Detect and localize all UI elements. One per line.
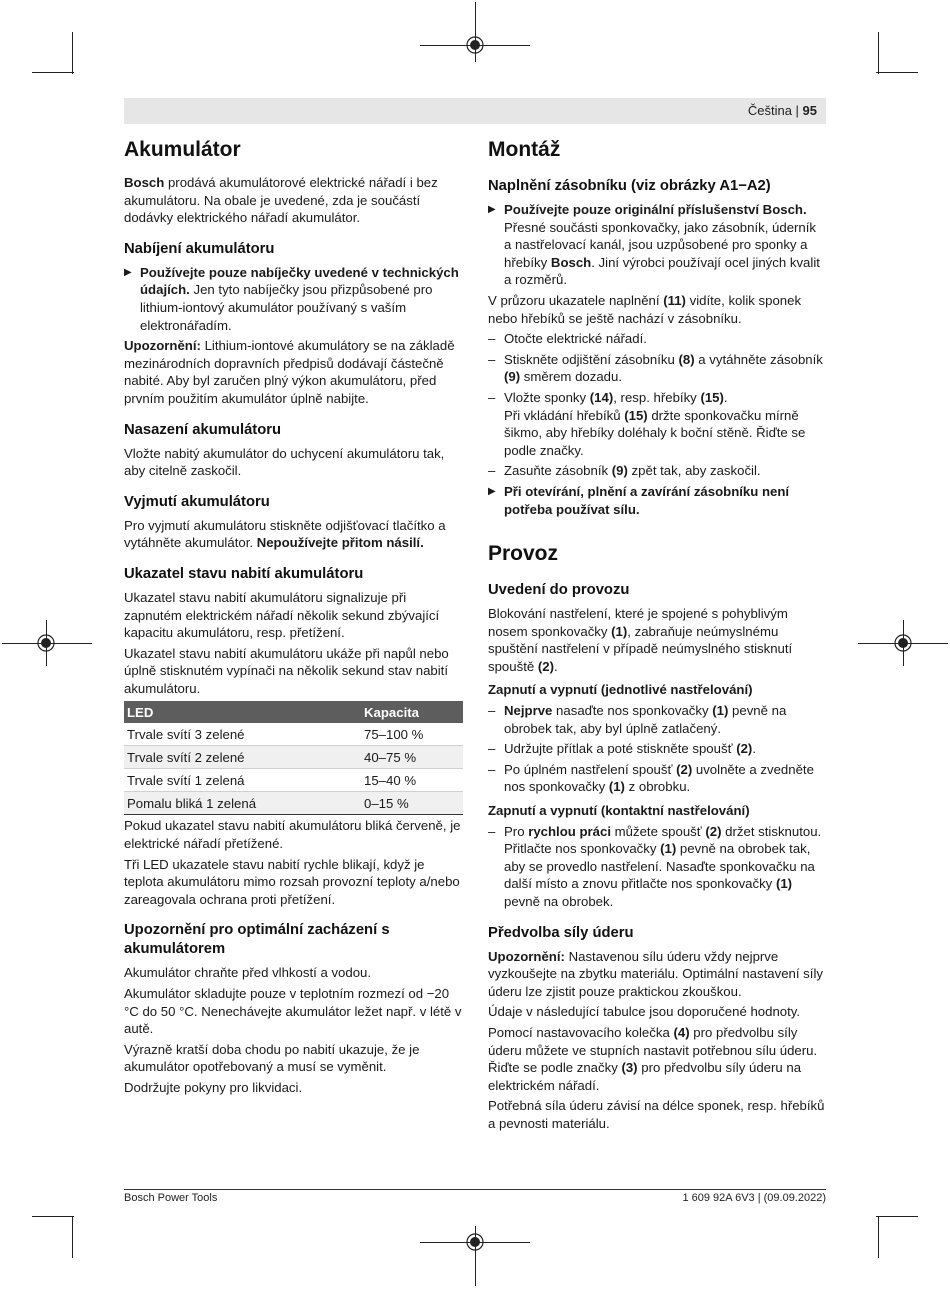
column-header-capacity: Kapacita (361, 701, 463, 723)
part-number: (1) (660, 841, 677, 857)
part-number: (2) (736, 741, 753, 757)
heading-akumulator: Akumulátor (124, 138, 241, 161)
capacity-cell: 15–40 % (361, 769, 463, 792)
dash-bold-text: rychlou práci (528, 823, 612, 839)
heading-predvolba: Předvolba síly úderu (488, 924, 634, 941)
paragraph-predvolba-5: Potřebná síla úderu závisí na délce sponek, resp. hřebíků a pevnosti materiálu. (488, 1098, 825, 1131)
column-header-led: LED (124, 701, 361, 723)
dash-item (488, 330, 826, 348)
dash-text: můžete spoušť (611, 823, 706, 839)
note-label: Upozornění: (488, 948, 565, 964)
paragraph-intro (124, 174, 464, 227)
dash-bullet-icon: – (488, 331, 496, 347)
right-column (488, 136, 826, 1136)
dash-text: pevně na obrobek. (504, 894, 614, 909)
warning-bold-text: Nepoužívejte přitom násilí. (256, 535, 424, 551)
crop-mark (876, 1216, 918, 1217)
table-row (124, 769, 463, 792)
paragraph-text: V průzoru ukazatele naplnění (488, 292, 664, 308)
heading-zapnuti-jednotlive: Zapnutí a vypnutí (jednotlivé nastřelování) (488, 682, 753, 698)
bullet-bold-text: Používejte pouze nabíječky uvedené v technických údajích. (140, 264, 459, 298)
crop-mark (878, 1216, 879, 1258)
part-number: (2) (705, 823, 722, 839)
heading-montaz: Montáž (488, 138, 561, 161)
crop-mark (32, 72, 74, 73)
paragraph-upozorneni-4: Dodržujte pokyny pro likvidaci. (124, 1080, 303, 1095)
heading-ukazatel: Ukazatel stavu nabití akumulátoru (124, 565, 364, 582)
dash-text: směrem dozadu. (520, 369, 623, 385)
paragraph-text: vidíte, kolik sponek nebo hřebíků se ještě nachází v zásobníku. (488, 292, 802, 326)
led-cell: Trvale svítí 2 zelené (124, 746, 361, 769)
table-row (124, 792, 463, 815)
heading-naplneni: Naplnění zásobníku (viz obrázky A1−A2) (488, 178, 771, 194)
dash-text: , resp. hřebíky (613, 389, 701, 405)
note-text: Lithium-iontové akumulátory se na základě mezinárodních dopravních předpisů dodávají částečně nabité. Aby byl zaručen plný výkon akumulátoru, před prvním použitím akumulátor úplně nabijte. (124, 338, 455, 406)
part-number: (2) (676, 761, 693, 777)
page-number: 95 (802, 103, 817, 118)
paragraph-text: Řiďte se podle značky (488, 1060, 622, 1076)
dash-bold-text: Nejprve (504, 703, 553, 719)
part-number: (8) (678, 351, 695, 367)
led-capacity-table (124, 701, 463, 815)
bullet-text: Přesné součásti sponkovačky, jako zásobník, úderník a nastřelovací kanál, jsou uzpůsobené pro sponky a hřebíky (504, 219, 817, 270)
paragraph-predvolba-1 (488, 948, 826, 1001)
dash-bullet-icon: – (488, 351, 496, 367)
capacity-cell: 40–75 % (361, 746, 463, 769)
dash-bullet-icon: – (488, 741, 496, 757)
dash-bullet-icon: – (488, 703, 496, 719)
bullet-bold-text: Používejte pouze originální příslušenství Bosch. (504, 202, 807, 217)
brand-text: Bosch (124, 175, 165, 190)
crop-mark (878, 32, 879, 74)
dash-item (488, 761, 826, 796)
header-text: Čeština | 95 (747, 103, 817, 118)
dash-text: držet stisknutou. Přitlačte nos sponkovačky (504, 823, 822, 857)
paragraph-upozorneni-3: Výrazně kratší doba chodu po nabití ukazuje, že je akumulátor opotřebovaný a musí se vyměnit. (124, 1041, 420, 1075)
dash-text: Udržujte přítlak a poté stiskněte spoušť (504, 741, 737, 757)
heading-provoz: Provoz (488, 542, 559, 566)
dash-text: Otočte elektrické nářadí. (504, 331, 647, 347)
crop-mark (32, 1216, 74, 1217)
paragraph-text: Pro vyjmutí akumulátoru stiskněte odjišťovací tlačítko a vytáhněte akumulátor. (124, 517, 446, 551)
capacity-cell: 75–100 % (361, 723, 463, 746)
paragraph-vyjmuti (124, 517, 464, 552)
capacity-cell: 0–15 % (361, 792, 463, 815)
part-number: (15) (700, 389, 724, 405)
dash-bullet-icon: – (488, 823, 496, 839)
paragraph-upozorneni-1: Akumulátor chraňte před vlhkostí a vodou. (124, 965, 372, 981)
part-number: (4) (673, 1024, 690, 1040)
paragraph-text: Blokování nastřelení, které je spojené s pohyblivým nosem sponkovačky (488, 606, 788, 639)
dash-bullet-icon: – (488, 463, 496, 479)
header-language: Čeština (747, 103, 792, 118)
dash-text: Zasuňte zásobník (504, 463, 612, 479)
dash-text: . (752, 741, 756, 757)
triangle-bullet-icon: ▶ (124, 266, 132, 278)
part-number: (9) (611, 463, 628, 479)
dash-text: zpět tak, aby zaskočil. (627, 463, 761, 479)
paragraph-predvolba-3 (488, 1024, 826, 1094)
dash-item (488, 823, 826, 911)
triangle-bullet-icon: ▶ (488, 485, 496, 497)
heading-uvedeni: Uvedení do provozu (488, 582, 630, 599)
footer-divider (124, 1189, 826, 1190)
bullet-item (488, 483, 826, 518)
part-number: (2) (537, 658, 554, 674)
part-number: (15) (624, 407, 648, 423)
part-number: (3) (621, 1060, 638, 1076)
crop-mark (72, 32, 73, 74)
dash-text: Vložte sponky (504, 389, 590, 405)
part-number: (1) (608, 779, 625, 795)
heading-zapnuti-kontaktni: Zapnutí a vypnutí (kontaktní nastřelování) (488, 803, 750, 819)
dash-text: Po úplném nastřelení spoušť (504, 761, 677, 777)
paragraph-text: prodává akumulátorové elektrické nářadí i bez akumulátoru. Na obale je uvedené, zda je součástí dodávky elektrického nářadí akumulátor. (124, 175, 438, 226)
dash-item (488, 389, 826, 459)
dash-bullet-icon: – (488, 389, 496, 405)
crop-mark (876, 72, 918, 73)
table-row (124, 723, 463, 746)
paragraph-upozorneni-2: Akumulátor skladujte pouze v teplotním rozmezí od −20 °C do 50 °C. Nenechávejte akumulátor ležet např. v létě v autě. (124, 986, 462, 1037)
paragraph-text: . (553, 658, 558, 674)
dash-bullet-icon: – (488, 761, 496, 777)
led-cell: Trvale svítí 3 zelené (124, 723, 361, 746)
brand-text: Bosch (550, 254, 592, 270)
heading-vyjmuti: Vyjmutí akumulátoru (124, 493, 270, 510)
bullet-bold-text: Při otevírání, plnění a zavírání zásobníku není potřeba používat sílu. (504, 483, 790, 517)
dash-text: držte sponkovačku mírně šikmo, aby hřebíky doléhaly k boční stěně. Řiďte se podle značky. (504, 407, 806, 458)
dash-text: pevně na obrobek tak, aby se provedlo nastřelení. Nasaďte sponkovačku na další místo a znovu přitlačte nos sponkovačky (504, 841, 815, 892)
page-header (124, 98, 826, 124)
part-number: (1) (775, 876, 793, 892)
dash-item (488, 351, 826, 386)
part-number: (11) (663, 292, 686, 308)
table-header-row (124, 701, 463, 723)
bullet-text: Jen tyto nabíječky jsou přizpůsobené pro lithium-iontový akumulátor používaný s vaším elektronářadím. (140, 282, 433, 333)
note-label: Upozornění: (124, 338, 201, 354)
note-text: Nastavenou sílu úderu vždy nejprve vyzkoušejte na zbytku materiálu. Optimální nastavení síly úderu lze zjistit pouze praktickou zkouškou. (488, 948, 823, 999)
paragraph-ukazatel-2: Ukazatel stavu nabití akumulátoru ukáže při napůl nebo úplně stisknutém vypínači na několik sekund stav nabití akumulátoru. (124, 645, 449, 696)
dash-text: Stiskněte odjištění zásobníku (504, 351, 679, 367)
dash-text: nasaďte nos sponkovačky (552, 703, 713, 719)
bullet-item (124, 264, 464, 334)
crop-mark (72, 1216, 73, 1258)
part-number: (9) (504, 369, 521, 385)
table-row (124, 746, 463, 769)
bullet-text: . Jiní výrobci používají ocel jiných kvalit a rozměrů. (504, 254, 820, 288)
registration-mark-icon (465, 1232, 485, 1252)
paragraph-note (124, 337, 464, 407)
dash-text: Pro (504, 823, 529, 839)
heading-nasazeni: Nasazení akumulátoru (124, 421, 282, 438)
paragraph-text: pro předvolbu síly úderu na elektrickém nářadí. (488, 1060, 802, 1093)
dash-item (488, 740, 826, 758)
dash-item (488, 462, 826, 480)
registration-mark-icon (36, 633, 56, 653)
dash-item (488, 702, 826, 737)
paragraph-ukazatel-3: Pokud ukazatel stavu nabití akumulátoru bliká červeně, je elektrické nářadí přetížené. (124, 818, 461, 852)
paragraph-text: pro předvolbu síly úderu můžete ve stupních nastavit potřebnou sílu úderu. (488, 1024, 818, 1058)
dash-text: Při vkládání hřebíků (504, 407, 625, 423)
registration-mark-icon (465, 35, 485, 55)
led-cell: Pomalu bliká 1 zelená (124, 792, 361, 815)
dash-text: z obrobku. (624, 779, 691, 795)
footer-doc-id: 1 609 92A 6V3 | (09.09.2022) (682, 1192, 826, 1204)
bullet-item (488, 201, 826, 289)
led-cell: Trvale svítí 1 zelená (124, 769, 361, 792)
part-number: (1) (611, 623, 628, 639)
dash-text: uvolněte a zvedněte nos sponkovačky (504, 761, 814, 795)
registration-mark-icon (893, 633, 913, 653)
heading-nabijeni: Nabíjení akumulátoru (124, 240, 275, 257)
paragraph-predvolba-2: Údaje v následující tabulce jsou doporučené hodnoty. (488, 1004, 801, 1020)
heading-upozorneni: Upozornění pro optimální zacházení s akumulátorem (124, 922, 390, 958)
part-number: (14) (589, 389, 614, 405)
paragraph-ukazatel-4: Tři LED ukazatele stavu nabití rychle blikají, když je teplota akumulátoru mimo rozsah provozní teploty a/nebo zareagovala ochrana proti přetížení. (124, 856, 460, 907)
paragraph-nasazeni: Vložte nabitý akumulátor do uchycení akumulátoru tak, aby citelně zaskočil. (124, 445, 445, 479)
paragraph-ukazatel-1: Ukazatel stavu nabití akumulátoru signalizuje při zapnutém elektrickém nářadí několik sekund zbývající kapacitu akumulátoru, resp. přetížení. (124, 589, 440, 641)
triangle-bullet-icon: ▶ (488, 204, 496, 215)
part-number: (1) (712, 703, 729, 719)
paragraph-text: , zabraňuje neúmyslnému spuštění nastřelení v případě neúmyslného stisknutí spouště (488, 623, 793, 674)
dash-text: . (723, 389, 728, 405)
dash-text: pevně na obrobek tak, aby byl úplně zatlačený. (504, 703, 787, 736)
paragraph-pruzor (488, 292, 826, 327)
left-column (124, 136, 464, 1100)
dash-text: a vytáhněte zásobník (694, 351, 823, 367)
paragraph-text: Pomocí nastavovacího kolečka (488, 1024, 674, 1040)
footer-brand: Bosch Power Tools (124, 1192, 218, 1204)
paragraph-blokovani (488, 605, 826, 675)
